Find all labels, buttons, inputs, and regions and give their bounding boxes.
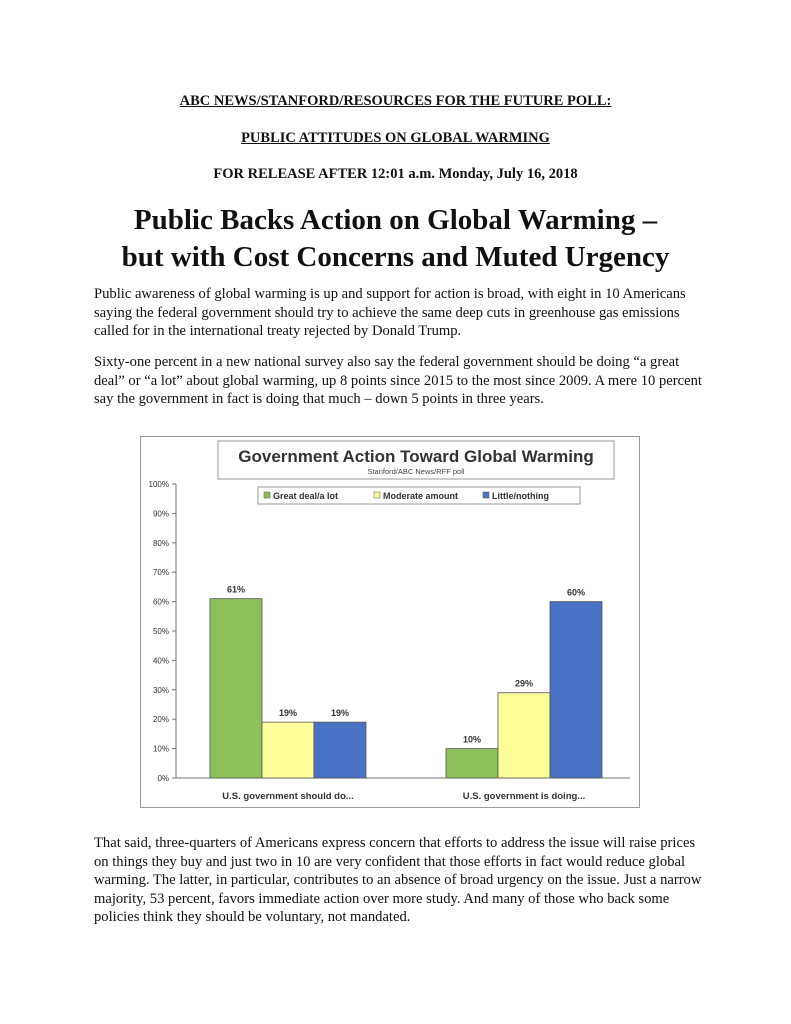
paragraph-3: That said, three-quarters of Americans express concern that efforts to address the issue will raise prices on things they buy and just two in 10 are very confident that those efforts in fact would reduce global warming. The latter, in particular, contributes to an absence of broad urgency on the issue. Just a narrow majority, 53 percent, favors immediate action over more study. And many of those who back some policies think they should be voluntary, not mandated. — [94, 835, 702, 926]
y-tick-label: 60% — [152, 597, 169, 607]
bar-value-label: 19% — [278, 708, 298, 719]
y-tick-label: 10% — [152, 744, 169, 754]
bar — [498, 693, 550, 778]
y-tick-label: 30% — [152, 685, 169, 695]
legend-label: Moderate amount — [383, 491, 459, 501]
chart-subtitle: Stanford/ABC News/RFF poll — [367, 467, 465, 476]
poll-subject: PUBLIC ATTITUDES ON GLOBAL WARMING — [241, 130, 550, 146]
poll-header: ABC NEWS/STANFORD/RESOURCES FOR THE FUTURE POLL: — [179, 93, 612, 109]
chart-title: Government Action Toward Global Warming — [238, 447, 594, 466]
x-category-label: U.S. government is doing... — [462, 791, 586, 802]
bar-value-label: 61% — [226, 584, 246, 595]
legend-swatch — [483, 492, 489, 498]
y-tick-label: 40% — [152, 656, 169, 666]
release-line: FOR RELEASE AFTER 12:01 a.m. Monday, July 16, 2018 — [213, 166, 578, 182]
y-tick-label: 0% — [157, 774, 169, 783]
paragraph-2: Sixty-one percent in a new national survey also say the federal government should be doing “a great deal” or “a lot” about global warming, up 8 points since 2015 to the most since 2009. A mere 10 percent say the government in fact is doing that much – down 5 points in three years. — [94, 354, 702, 408]
headline-line-1: Public Backs Action on Global Warming – — [133, 204, 658, 236]
paragraph-1: Public awareness of global warming is up and support for action is broad, with eight in 10 Americans saying the federal government should try to achieve the same deep cuts in greenhouse gas emissions called for in the international treaty rejected by Donald Trump. — [94, 286, 686, 340]
bar — [446, 749, 498, 778]
y-tick-label: 50% — [152, 627, 169, 636]
bar-chart — [140, 436, 640, 808]
y-tick-label: 80% — [152, 538, 169, 548]
bar — [314, 722, 366, 778]
bar — [210, 599, 262, 778]
y-tick-label: 20% — [152, 715, 169, 725]
headline-line-2: but with Cost Concerns and Muted Urgency — [121, 241, 670, 273]
legend-label: Little/nothing — [492, 491, 549, 501]
y-tick-label: 90% — [152, 509, 169, 519]
bar — [262, 722, 314, 778]
y-tick-label: 100% — [148, 480, 169, 489]
bar-value-label: 29% — [514, 678, 534, 689]
x-category-label: U.S. government should do... — [222, 791, 354, 802]
legend-swatch — [374, 492, 380, 498]
legend-label: Great deal/a lot — [273, 491, 339, 501]
y-tick-label: 70% — [152, 568, 169, 578]
bar-value-label: 60% — [566, 587, 586, 598]
bar — [550, 602, 602, 778]
bar-value-label: 10% — [462, 734, 482, 745]
legend-swatch — [264, 492, 270, 498]
bar-value-label: 19% — [330, 708, 350, 719]
